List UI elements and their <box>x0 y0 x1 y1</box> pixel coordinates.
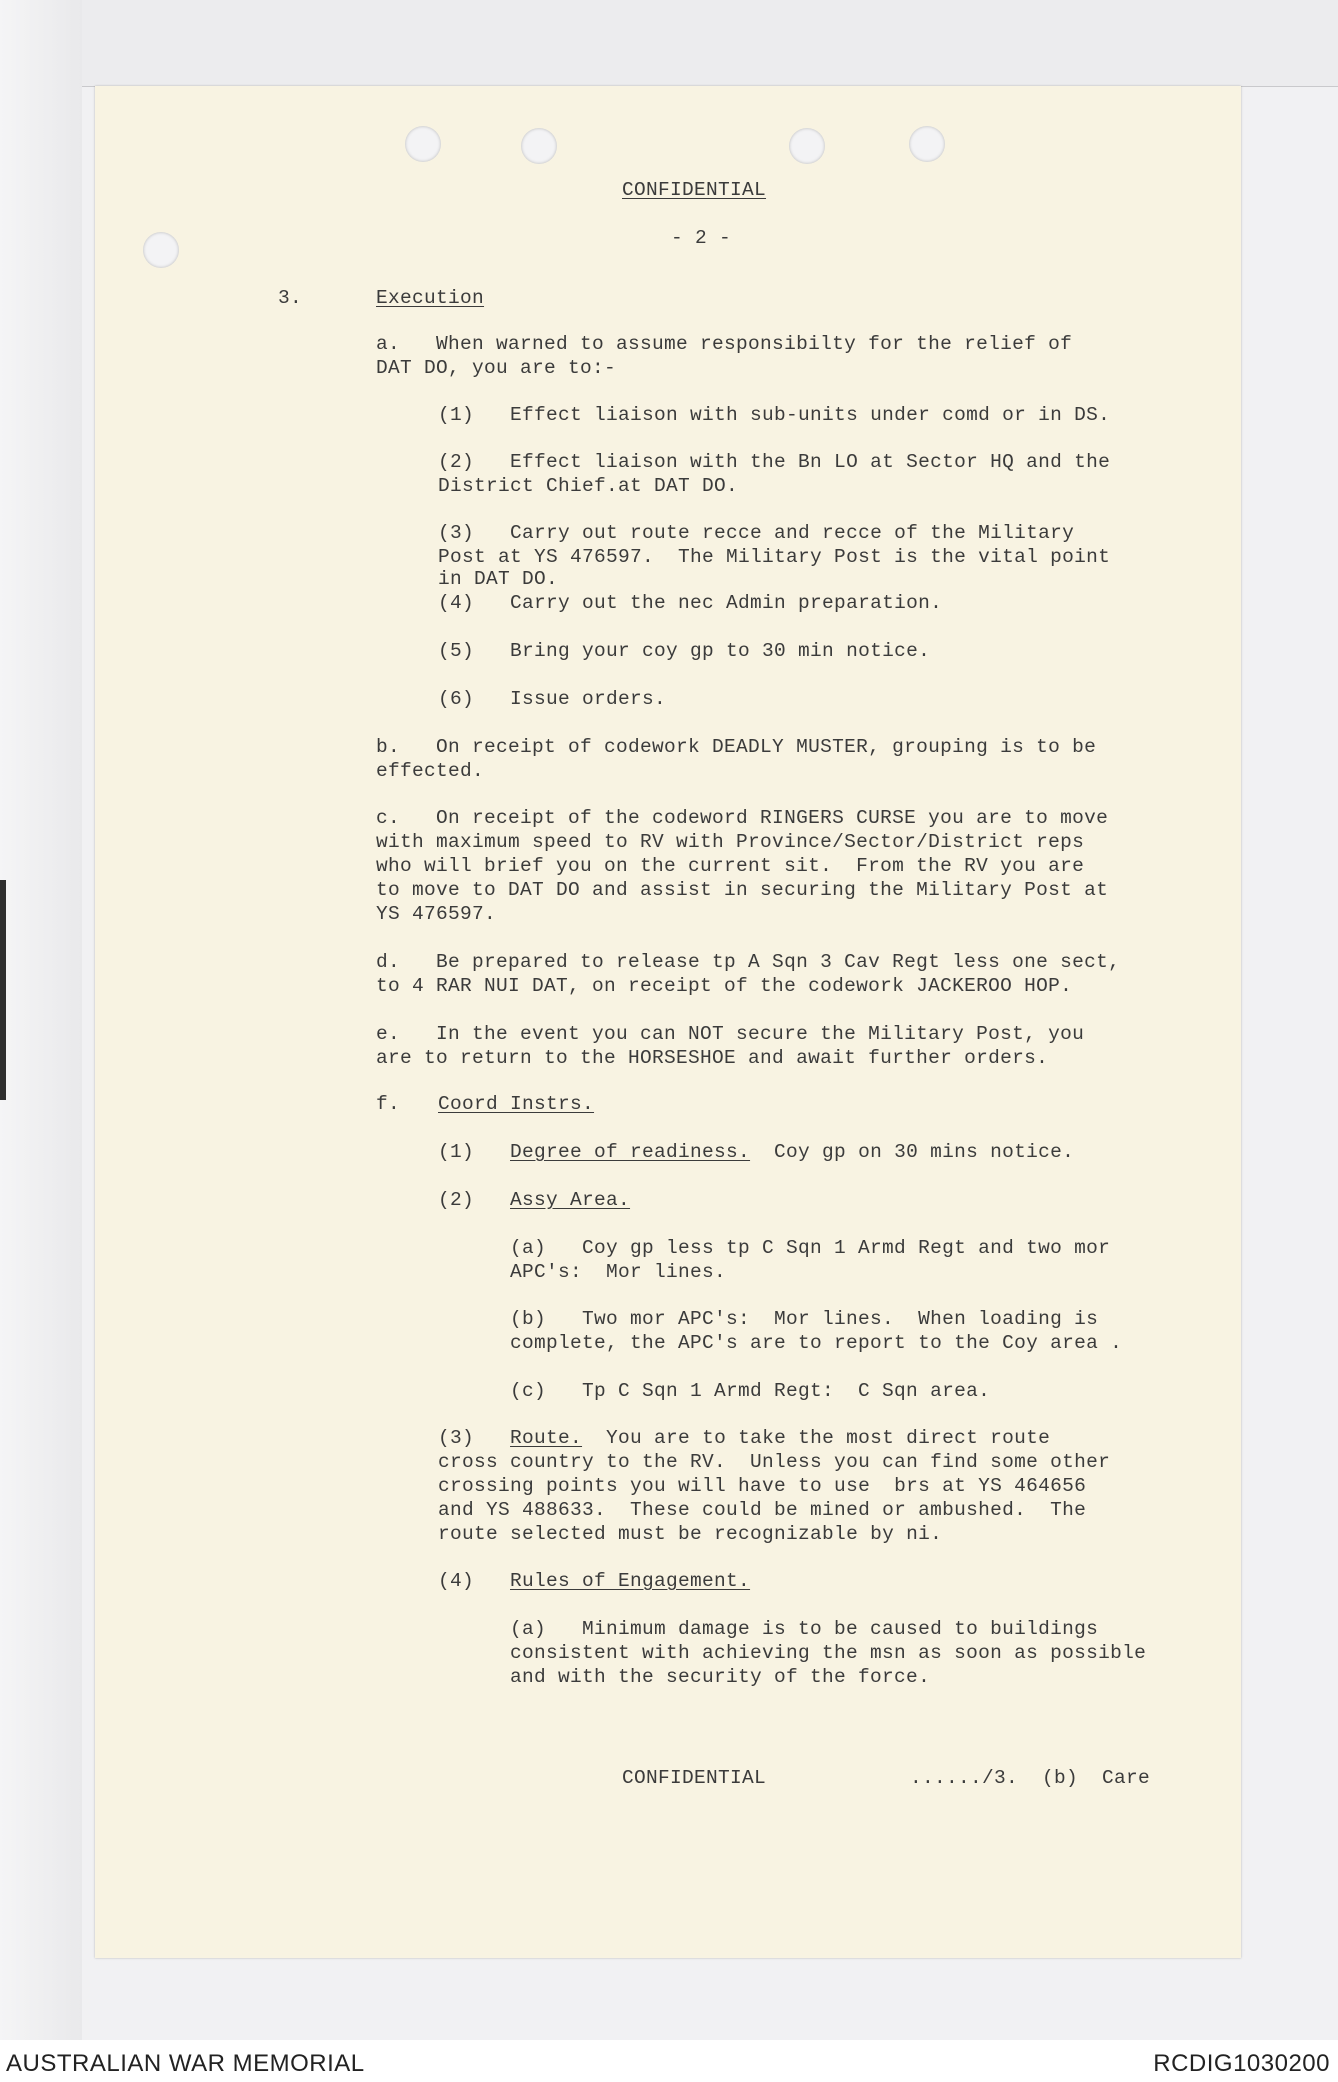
para-a-item-3: (3) Carry out route recce and recce of the Military <box>438 522 1075 544</box>
para-b-line: effected. <box>376 760 485 782</box>
assy-title: Assy Area. <box>510 1189 631 1211</box>
punch-hole <box>405 126 441 162</box>
rules-a-line: consistent with achieving the msn as soon as possible <box>510 1642 1147 1664</box>
para-d-line: d. Be prepared to release tp A Sqn 3 Cav Regt less one sect, <box>376 951 1121 973</box>
para-a-line: DAT DO, you are to:- <box>376 357 617 379</box>
para-c-line: with maximum speed to RV with Province/Sector/District reps <box>376 831 1085 853</box>
scan-background-left <box>0 0 82 2040</box>
route-title: Route. <box>510 1427 583 1449</box>
para-a-item-5: (5) Bring your coy gp to 30 min notice. <box>438 640 931 662</box>
route-line: route selected must be recognizable by ni. <box>438 1523 943 1545</box>
para-f-label: f. <box>376 1093 401 1115</box>
para-b-line: b. On receipt of codework DEADLY MUSTER, grouping is to be <box>376 736 1097 758</box>
scan-background-top <box>0 0 1338 87</box>
para-a-line: a. When warned to assume responsibilty for the relief of <box>376 333 1073 355</box>
para-a-item-4: (4) Carry out the nec Admin preparation. <box>438 592 943 614</box>
assy-b-line: complete, the APC's are to report to the Coy area . <box>510 1332 1123 1354</box>
page-number: - 2 - <box>671 227 732 249</box>
readiness-title: Degree of readiness. <box>510 1141 751 1163</box>
classification-footer: CONFIDENTIAL <box>622 1767 767 1789</box>
para-a-item-6: (6) Issue orders. <box>438 688 667 710</box>
punch-hole <box>909 126 945 162</box>
assy-a-line: APC's: Mor lines. <box>510 1261 727 1283</box>
route-line: crossing points you will have to use brs at YS 464656 <box>438 1475 1087 1497</box>
classification-header: CONFIDENTIAL <box>622 179 767 201</box>
document-page <box>95 86 1241 1958</box>
assy-c-line: (c) Tp C Sqn 1 Armd Regt: C Sqn area. <box>510 1380 991 1402</box>
rules-a-line: (a) Minimum damage is to be caused to buildings <box>510 1618 1099 1640</box>
para-a-item-3-cont: Post at YS 476597. The Military Post is the vital point <box>438 546 1111 568</box>
para-c-line: who will brief you on the current sit. From the RV you are <box>376 855 1085 877</box>
route-line: cross country to the RV. Unless you can find some other <box>438 1451 1111 1473</box>
para-a-item-1: (1) Effect liaison with sub-units under comd or in DS. <box>438 404 1111 426</box>
route-line <box>438 1426 1050 1450</box>
route-text: You are to take the most direct route <box>582 1427 1051 1449</box>
para-e-line: e. In the event you can NOT secure the Military Post, you <box>376 1023 1085 1045</box>
section-title: Execution <box>376 287 485 309</box>
rules-a-line: and with the security of the force. <box>510 1666 931 1688</box>
punch-hole <box>143 232 179 268</box>
route-number: (3) <box>438 1427 475 1449</box>
rules-title: Rules of Engagement. <box>510 1570 751 1592</box>
para-a-item-2: (2) Effect liaison with the Bn LO at Sector HQ and the <box>438 451 1111 473</box>
para-c-line: YS 476597. <box>376 903 497 925</box>
para-e-line: are to return to the HORSESHOE and await further orders. <box>376 1047 1049 1069</box>
scan-edge-shadow <box>0 880 6 1100</box>
continuation-marker: ....../3. (b) Care <box>910 1767 1151 1789</box>
assy-number: (2) <box>438 1189 475 1211</box>
assy-b-line: (b) Two mor APC's: Mor lines. When loading is <box>510 1308 1099 1330</box>
para-a-item-3-cont: in DAT DO. <box>438 568 559 590</box>
rules-number: (4) <box>438 1570 475 1592</box>
para-c-line: to move to DAT DO and assist in securing the Military Post at <box>376 879 1109 901</box>
readiness-line <box>510 1140 1074 1164</box>
readiness-number: (1) <box>438 1141 475 1163</box>
assy-a-line: (a) Coy gp less tp C Sqn 1 Armd Regt and two mor <box>510 1237 1111 1259</box>
punch-hole <box>789 128 825 164</box>
archive-name: AUSTRALIAN WAR MEMORIAL <box>6 2050 365 2077</box>
punch-hole <box>521 128 557 164</box>
readiness-text: Coy gp on 30 mins notice. <box>750 1141 1075 1163</box>
section-number: 3. <box>278 287 303 309</box>
para-c-line: c. On receipt of the codeword RINGERS CURSE you are to move <box>376 807 1109 829</box>
para-a-item-2-cont: District Chief.at DAT DO. <box>438 475 739 497</box>
para-d-line: to 4 RAR NUI DAT, on receipt of the codework JACKEROO HOP. <box>376 975 1073 997</box>
route-line: and YS 488633. These could be mined or ambushed. The <box>438 1499 1087 1521</box>
para-f-title: Coord Instrs. <box>438 1093 595 1115</box>
archive-id: RCDIG1030200 <box>1153 2050 1330 2077</box>
